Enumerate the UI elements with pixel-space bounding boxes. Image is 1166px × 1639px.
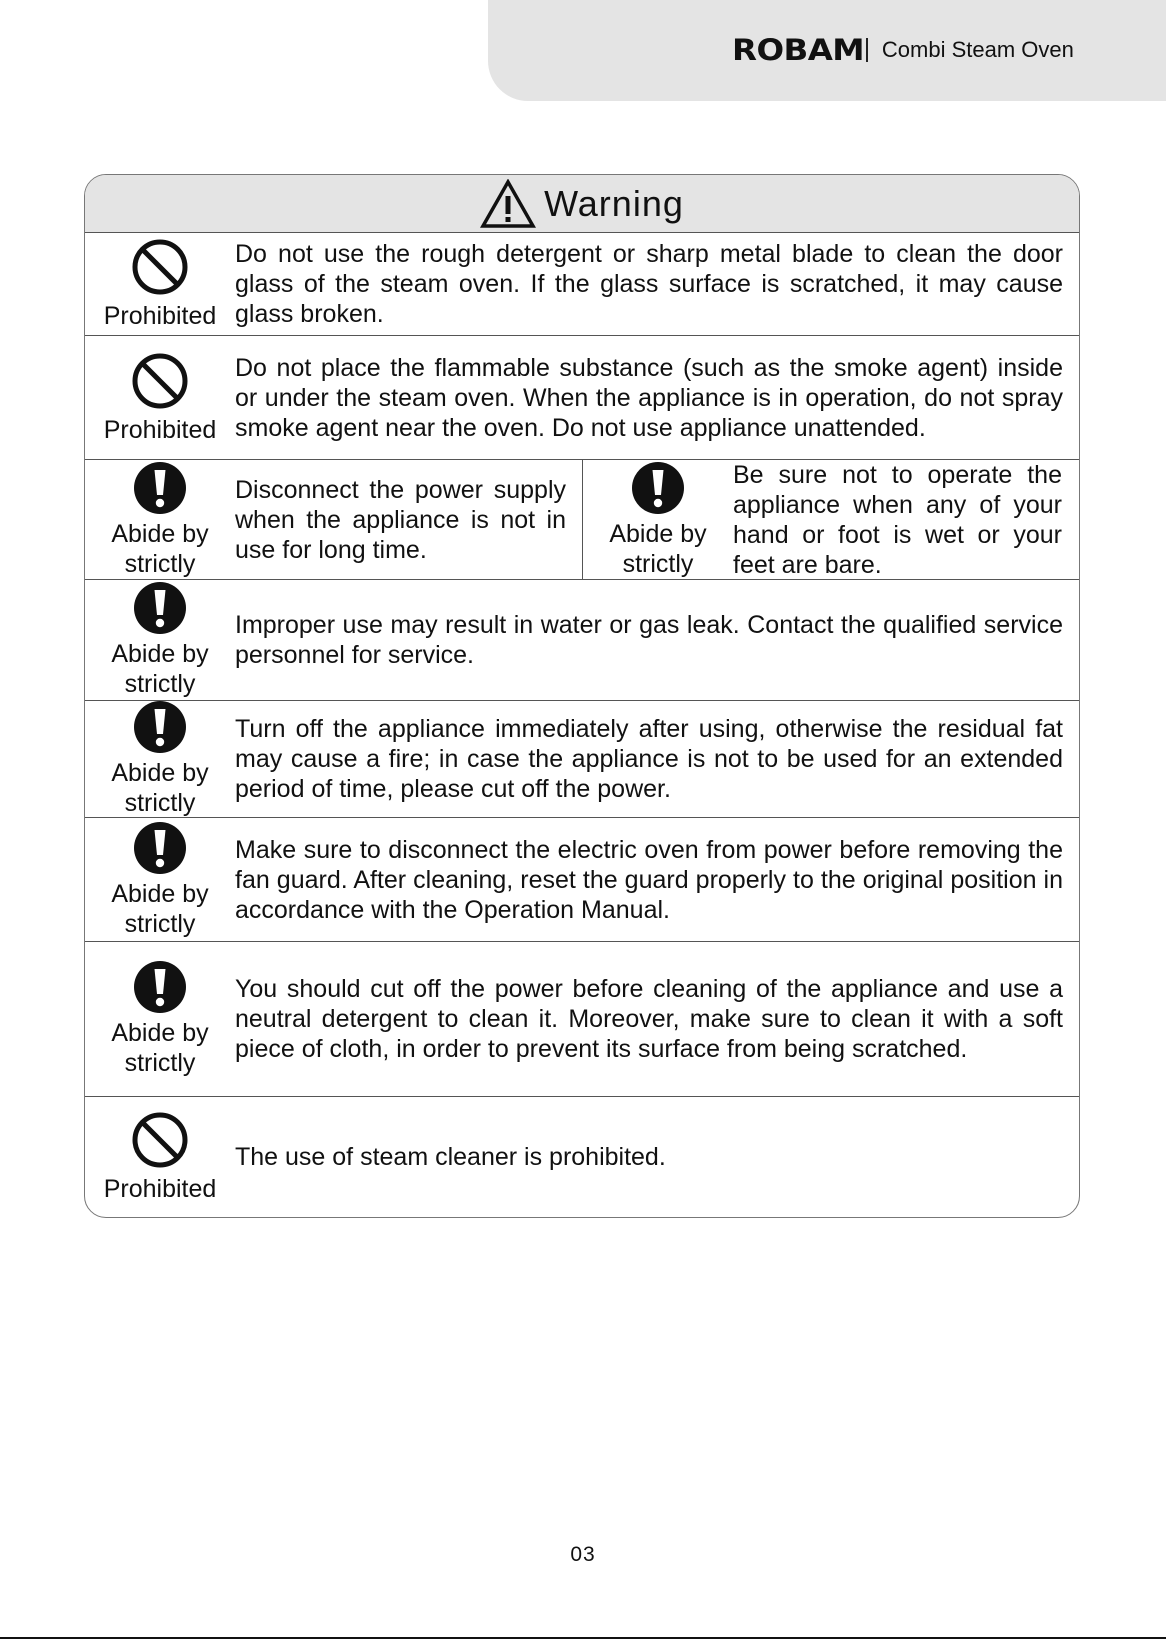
warning-row bbox=[85, 701, 1079, 818]
warning-cell bbox=[582, 460, 1078, 579]
warning-triangle-icon bbox=[480, 179, 536, 229]
warning-text: Make sure to disconnect the electric oven from power before removing the fan guard. After cleaning, reset the guard properly to the original position in accordance with the Operation Manual. bbox=[235, 835, 1063, 924]
page-number: 03 bbox=[570, 1543, 596, 1566]
symbol-label: Abide by strictly bbox=[111, 759, 209, 817]
warning-text: Disconnect the power supply when the appliance is not in use for long time. bbox=[235, 475, 566, 564]
brand-separator bbox=[866, 38, 868, 62]
warning-row bbox=[85, 818, 1079, 942]
warning-cell bbox=[85, 233, 1079, 335]
symbol-label: Abide by strictly bbox=[111, 640, 209, 698]
warning-text-block bbox=[235, 233, 1079, 335]
warning-text-block bbox=[235, 1097, 1079, 1217]
symbol-label: Abide by strictly bbox=[111, 1019, 209, 1077]
warning-row bbox=[85, 460, 1079, 580]
symbol-block bbox=[85, 460, 235, 579]
exclamation-icon bbox=[133, 821, 187, 875]
warning-cell bbox=[85, 460, 582, 579]
symbol-block bbox=[85, 818, 235, 941]
warning-text-block bbox=[235, 460, 582, 579]
warning-header bbox=[85, 175, 1079, 233]
symbol-label: Abide by strictly bbox=[609, 519, 707, 578]
warning-text-block bbox=[235, 580, 1079, 700]
warning-row bbox=[85, 1097, 1079, 1217]
warning-text-block bbox=[235, 942, 1079, 1096]
symbol-block bbox=[85, 336, 235, 459]
warning-cell bbox=[85, 336, 1079, 459]
prohibited-icon bbox=[130, 351, 190, 411]
warning-text: You should cut off the power before cleaning of the appliance and use a neutral detergent to clean it. Moreover, make sure to clean it with a soft piece of cloth, in order to prevent its surface from being scratched. bbox=[235, 975, 1063, 1063]
symbol-block bbox=[85, 942, 235, 1096]
warning-row bbox=[85, 942, 1079, 1097]
warning-text: The use of steam cleaner is prohibited. bbox=[235, 1143, 666, 1171]
warning-text-block bbox=[235, 701, 1079, 817]
symbol-block bbox=[85, 1097, 235, 1217]
warning-row bbox=[85, 336, 1079, 460]
symbol-label: Abide by strictly bbox=[111, 519, 209, 578]
brand bbox=[732, 30, 1074, 70]
symbol-block bbox=[583, 460, 733, 579]
warning-row bbox=[85, 580, 1079, 701]
warning-table bbox=[84, 174, 1080, 1218]
prohibited-icon bbox=[130, 237, 190, 297]
exclamation-icon bbox=[133, 960, 187, 1014]
warning-text: Be sure not to operate the appliance when any of your hand or foot is wet or your feet are bare. bbox=[733, 460, 1062, 579]
symbol-block bbox=[85, 580, 235, 700]
warning-cell bbox=[85, 942, 1079, 1096]
warning-text-block bbox=[733, 460, 1078, 579]
warning-cell bbox=[85, 580, 1079, 700]
exclamation-icon bbox=[133, 581, 187, 635]
brand-logo: ROBAM bbox=[732, 33, 865, 67]
warning-rows bbox=[85, 233, 1079, 1217]
symbol-label: Prohibited bbox=[103, 302, 217, 330]
exclamation-icon bbox=[133, 700, 187, 754]
symbol-label: Prohibited bbox=[103, 1175, 217, 1203]
warning-cell bbox=[85, 1097, 1079, 1217]
exclamation-icon bbox=[133, 461, 187, 515]
symbol-block bbox=[85, 701, 235, 817]
warning-text: Do not place the flammable substance (such as the smoke agent) inside or under the steam oven. When the appliance is in operation, do not spray smoke agent near the oven. Do not use appliance unattended. bbox=[235, 353, 1063, 442]
prohibited-icon bbox=[130, 1110, 190, 1170]
warning-text-block bbox=[235, 818, 1079, 941]
symbol-block bbox=[85, 233, 235, 335]
product-name: Combi Steam Oven bbox=[881, 37, 1074, 62]
warning-text: Turn off the appliance immediately after using, otherwise the residual fat may cause a fire; in case the appliance is not to be used for an extended period of time, please cut off the power. bbox=[235, 715, 1063, 803]
warning-text: Improper use may result in water or gas leak. Contact the qualified service personnel for service. bbox=[235, 611, 1063, 669]
symbol-label: Abide by strictly bbox=[111, 879, 209, 938]
symbol-label: Prohibited bbox=[103, 415, 217, 444]
warning-text: Do not use the rough detergent or sharp metal blade to clean the door glass of the steam oven. If the glass surface is scratched, it may cause glass broken. bbox=[235, 240, 1063, 328]
warning-text-block bbox=[235, 336, 1079, 459]
exclamation-icon bbox=[631, 461, 685, 515]
warning-title: Warning bbox=[544, 182, 684, 224]
warning-cell bbox=[85, 701, 1079, 817]
warning-row bbox=[85, 233, 1079, 336]
warning-cell bbox=[85, 818, 1079, 941]
